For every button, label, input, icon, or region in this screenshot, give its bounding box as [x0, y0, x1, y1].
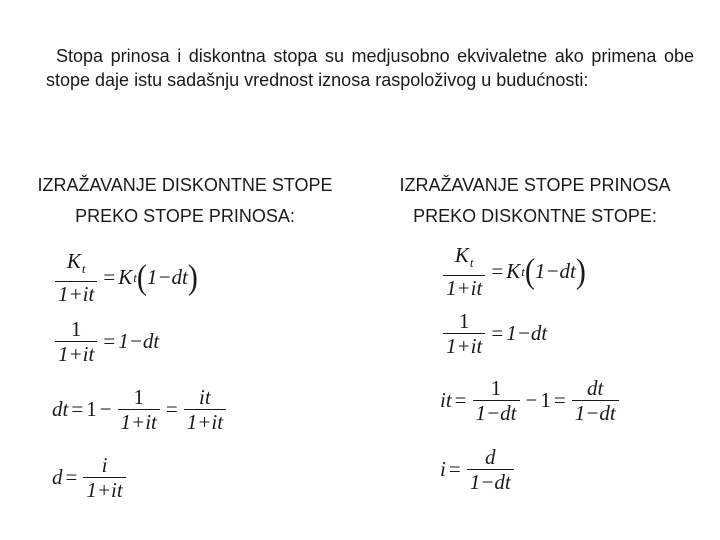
left-formula-3: dt = 1 − $\frac{1}{1+it}$ = $\frac{it}{1+it}$ — [52, 386, 229, 433]
right-heading-line2: PREKO DISKONTNE STOPE: — [413, 206, 657, 226]
intro-text: Stopa prinosa i diskontna stopa su medjusobno ekvivaletne ako primena obe stope daje istu sadašnju vrednost iznosa raspoloživog u budućnosti: — [46, 46, 694, 90]
intro-paragraph — [46, 44, 694, 92]
right-formula-4: i = $\frac{d}{1-dt}$ — [440, 446, 517, 493]
right-heading — [386, 170, 684, 232]
right-heading-line1: IZRAŽAVANJE STOPE PRINOSA — [399, 175, 671, 195]
left-heading — [34, 170, 336, 232]
right-formula-2: $\frac{1}{1+it}$ = 1−dt — [440, 310, 547, 357]
right-formula-3: it = $\frac{1}{1-dt}$ − 1 = $\frac{dt}{1-dt}$ — [440, 377, 622, 424]
right-formula-1: $\frac{K_t}{1+it}$ = K t ( 1−dt ) — [440, 244, 586, 299]
left-formula-4: d = $\frac{i}{1+it}$ — [52, 454, 129, 501]
left-heading-line2: PREKO STOPE PRINOSA: — [75, 206, 295, 226]
left-heading-line1: IZRAŽAVANJE DISKONTNE STOPE — [37, 175, 333, 195]
left-formula-2: $\frac{1}{1+it}$ = 1−dt — [52, 318, 159, 365]
left-formula-1: $\frac{K_t}{1+it}$ = K t ( 1−dt ) — [52, 250, 198, 305]
